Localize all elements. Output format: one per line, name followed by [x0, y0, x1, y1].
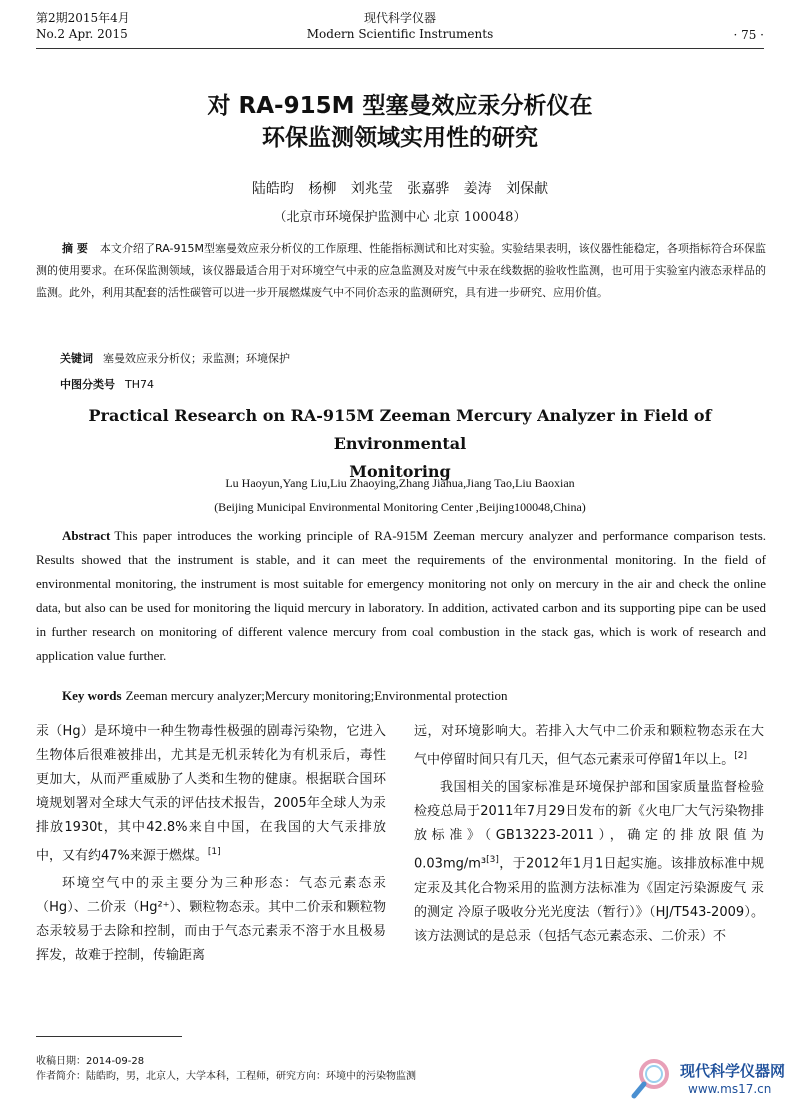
issue-en: No.2 Apr. 2015	[36, 27, 128, 41]
journal-name	[36, 10, 764, 42]
chinese-affiliation: （北京市环境保护监测中心 北京 100048）	[273, 210, 527, 225]
english-abstract	[36, 524, 766, 668]
chinese-title-line-1: 对 RA-915M 型塞曼效应汞分析仪在	[207, 93, 593, 119]
body-paragraph: 汞（Hg）是环境中一种生物毒性极强的剧毒污染物，它进入生物体后很难被排出，尤其是无机汞转化为有机汞后，毒性更加大，从而严重威胁了人类和生物的健康。根据联合国环境规划署对全球大气汞的评估技术报告，2005年全球人为汞排放1930t，其中42.8%来自中国，在我国的大气汞排放中，又有约47%来源于燃煤。[1]	[36, 724, 386, 864]
chinese-abstract-label: 摘 要	[62, 242, 88, 255]
chinese-keywords-text: 塞曼效应汞分析仪；汞监测；环境保护	[103, 352, 290, 365]
body-paragraph: 环境空气中的汞主要分为三种形态：气态元素态汞（Hg）、二价汞（Hg²⁺）、颗粒物态汞。其中二价汞和颗粒物态汞较易于去除和控制，而由于气态元素汞不溶于水且极易挥发，故难于控制，传输距离	[36, 876, 386, 964]
header-rule	[36, 48, 764, 49]
chinese-abstract-text: 本文介绍了RA-915M型塞曼效应汞分析仪的工作原理、性能指标测试和比对实验。实验结果表明，该仪器性能稳定，各项指标符合环保监测的使用要求。在环保监测领域，该仪器最适合用于对环境空气中汞的应急监测及对废气中汞在线数据的验收性监测，也可用于实验室内液态汞样品的监测。此外，利用其配套的活性碳管可以进一步开展燃煤废气中不同价态汞的监测研究，具有进一步研究、应用价值。	[36, 242, 766, 299]
page-number: · 75 ·	[733, 28, 764, 42]
body-right-column	[414, 720, 764, 949]
chinese-keywords-label: 关键词	[60, 352, 93, 365]
citation: [3]	[486, 855, 499, 866]
body-paragraph: 我国相关的国家标准是环境保护部和国家质量监督检验检疫总局于2011年7月29日发布的新《火电厂大气污染物排放标准》（GB13223-2011），确定的排放限值为0.03mg/m³[3]，于2012年1月1日起实施。该排放标准中规定汞及其化合物采用的监测方法标准为《固定污染源废气 汞的测定 冷原子吸收分光光度法（暂行）》（HJ/T543-2009）。该方法测试的是总汞（包括气态元素态汞、二价汞）不	[414, 780, 764, 944]
classification-value: TH74	[125, 378, 154, 391]
journal-en: Modern Scientific Instruments	[306, 27, 494, 41]
chinese-keywords	[60, 350, 290, 366]
body-left-column	[36, 720, 386, 968]
english-title-line-2: Monitoring	[349, 462, 451, 481]
english-keywords-text: Zeeman mercury analyzer;Mercury monitoring;Environmental protection	[125, 688, 508, 703]
english-title	[30, 402, 770, 486]
english-affiliation: (Beijing Municipal Environmental Monitoring Center ,Beijing100048,China)	[214, 500, 586, 514]
received-date: 收稿日期：2014-09-28	[36, 1056, 145, 1067]
watermark-url: www.ms17.cn	[688, 1082, 772, 1096]
footnote-rule	[36, 1036, 182, 1037]
chinese-title	[0, 90, 800, 154]
magnifier-icon	[628, 1054, 674, 1100]
issue-cn: 第2期2015年4月	[36, 11, 130, 25]
chinese-authors: 陆皓昀 杨柳 刘兆莹 张嘉骅 姜涛 刘保献	[251, 181, 549, 197]
classification-label: 中图分类号	[60, 378, 115, 391]
page-header	[36, 8, 764, 48]
english-keywords-label: Key words	[62, 688, 122, 703]
body-paragraph: 远，对环境影响大。若排入大气中二价汞和颗粒物态汞在大气中停留时间只有几天，但气态元素汞可停留1年以上。[2]	[414, 724, 764, 768]
journal-cn: 现代科学仪器	[363, 11, 436, 25]
english-title-line-1: Practical Research on RA-915M Zeeman Mercury Analyzer in Field of Environmental	[88, 406, 712, 453]
english-authors: Lu Haoyun,Yang Liu,Liu Zhaoying,Zhang Jiahua,Jiang Tao,Liu Baoxian	[225, 476, 575, 490]
citation: [1]	[207, 847, 221, 857]
english-abstract-text: This paper introduces the working principle of RA-915M Zeeman mercury analyzer and performance comparison tests. Results showed that the instrument is stable, and it can meet the requirements of the environmental monitoring. In the field of environmental monitoring, the instrument is most suitable for emergency monitoring not only on mercury in the air and check the online data, but also can be used for monitoring the liquid mercury in laboratory. In addition, activated carbon and its supporting pipe can be used in further research on monitoring of different valence mercury from coal combustion in the stack gas, which is work of research and application value further.	[36, 528, 766, 663]
chinese-abstract	[36, 238, 766, 304]
site-watermark	[628, 1054, 790, 1104]
citation: [2]	[734, 751, 748, 761]
english-keywords	[62, 688, 508, 704]
english-abstract-label: Abstract	[62, 528, 111, 543]
classification-number	[60, 376, 154, 392]
author-bio: 作者简介：陆皓昀，男，北京人，大学本科，工程师，研究方向：环境中的污染物监测	[36, 1071, 416, 1082]
chinese-title-line-2: 环保监测领域实用性的研究	[262, 125, 538, 151]
watermark-name: 现代科学仪器网	[680, 1062, 786, 1080]
